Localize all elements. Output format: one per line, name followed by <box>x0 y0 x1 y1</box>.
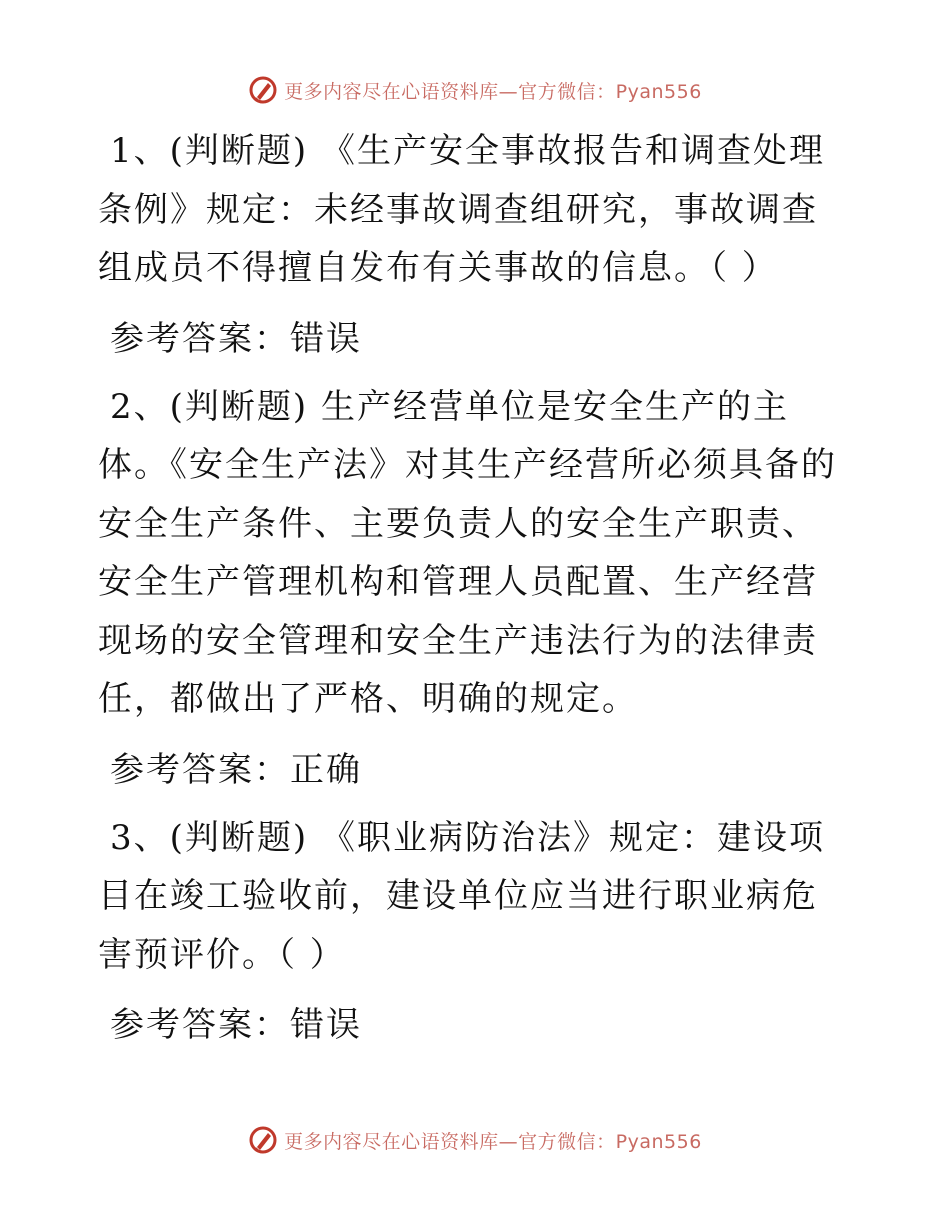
document-body <box>98 122 850 1064</box>
answer-line <box>98 996 850 1054</box>
header-watermark <box>0 70 950 110</box>
question-block <box>98 809 850 1055</box>
question-number: 3、 <box>110 817 170 858</box>
question-block <box>98 378 850 799</box>
answer-value: 错误 <box>290 318 362 359</box>
answer-line <box>98 310 850 368</box>
question-text <box>98 378 850 729</box>
question-body: 生产经营单位是安全生产的主体。《安全生产法》对其生产经营所必须具备的安全生产条件、主要负责人的安全生产职责、安全生产管理机构和管理人员配置、生产经营现场的安全管理和安全生产违法行为的法律责任，都做出了严格、明确的规定。 <box>98 386 837 719</box>
answer-label: 参考答案： <box>110 749 290 790</box>
watermark-text: 更多内容尽在心语资料库—官方微信：Pyan556 <box>284 1130 702 1153</box>
question-type: (判断题) <box>169 131 309 171</box>
question-type: (判断题) <box>169 817 309 858</box>
question-body: 《职业病防治法》规定：建设项目在竣工验收前，建设单位应当进行职业病危害预评价。（ ） <box>98 817 825 975</box>
pen-logo-icon <box>248 75 278 105</box>
question-body: 《生产安全事故报告和调查处理条例》规定：未经事故调查组研究，事故调查组成员不得擅自发布有关事故的信息。（ ） <box>98 131 825 288</box>
answer-line <box>98 741 850 799</box>
answer-label: 参考答案： <box>110 1005 290 1045</box>
watermark-text: 更多内容尽在心语资料库—官方微信：Pyan556 <box>284 80 702 103</box>
answer-value: 正确 <box>290 749 362 790</box>
question-text <box>98 122 850 298</box>
question-number: 2、 <box>110 386 170 427</box>
question-block <box>98 122 850 368</box>
pen-logo-icon <box>248 1125 278 1155</box>
footer-watermark <box>0 1120 950 1160</box>
question-number: 1、 <box>110 131 170 171</box>
question-type: (判断题) <box>169 386 309 427</box>
question-text <box>98 809 850 985</box>
answer-value: 错误 <box>290 1005 362 1045</box>
answer-label: 参考答案： <box>110 318 290 359</box>
